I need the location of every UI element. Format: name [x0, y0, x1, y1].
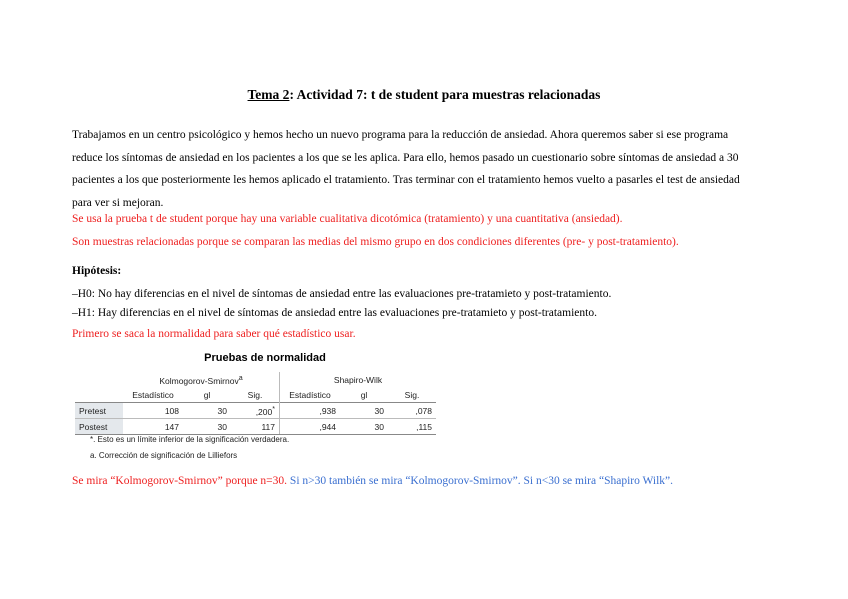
normality-note: Primero se saca la normalidad para saber qué estadístico usar. — [72, 328, 356, 340]
group-ks-label: Kolmogorov-Smirnov — [159, 375, 239, 386]
column-header: Sig. — [404, 389, 420, 400]
cell: 30 — [340, 419, 388, 435]
column-header: gl — [203, 389, 211, 400]
hypothesis-h1: –H1: Hay diferencias en el nivel de síntomas de ansiedad entre las evaluaciones pre-tratamieto y post-tratamiento. — [72, 307, 597, 319]
table-row — [75, 403, 436, 419]
column-header: gl — [360, 389, 368, 400]
column-header: Estadístico — [289, 389, 331, 400]
cell: ,944 — [280, 419, 341, 435]
sig-mark: * — [272, 404, 275, 413]
intro-line: para ver si mejoran. — [72, 196, 164, 209]
cell: ,078 — [388, 403, 436, 419]
group-ks-superscript: a — [238, 373, 243, 382]
table-row — [75, 419, 436, 435]
intro-line: Trabajamos en un centro psicológico y hemos hecho un nuevo programa para la reducción de ansiedad. Ahora queremos saber si ese programa — [72, 129, 729, 141]
hypotheses-heading: Hipótesis: — [72, 265, 122, 277]
cell: 108 — [123, 403, 183, 419]
conclusion-blue: Si n>30 también se mira “Kolmogorov-Smirnov”. Si n<30 se mira “Shapiro Wilk”. — [287, 475, 674, 487]
row-label: Postest — [75, 419, 123, 435]
table-title: Pruebas de normalidad — [204, 352, 326, 364]
cell: 117 — [231, 419, 280, 435]
column-header: Estadístico — [132, 389, 174, 400]
intro-line: reduce los síntomas de ansiedad en los pacientes a los que se les aplica. Para ello, hemos pasado un cuestionario sobre síntomas de ansiedad a 30 — [72, 151, 739, 164]
cell: 147 — [123, 419, 183, 435]
column-header: Sig. — [231, 387, 280, 403]
cell: 30 — [183, 419, 231, 435]
group-header-sw: Shapiro-Wilk — [333, 374, 383, 385]
cell-sig — [231, 403, 280, 419]
hypothesis-h0: –H0: No hay diferencias en el nivel de síntomas de ansiedad entre las evaluaciones pre-tratamieto y post-tratamiento. — [72, 288, 612, 300]
cell: 30 — [340, 403, 388, 419]
title-topic: Tema 2 — [247, 87, 290, 102]
justification-related: Son muestras relacionadas porque se comparan las medias del mismo grupo en dos condiciones diferentes (pre- y post-tratamiento). — [72, 236, 679, 248]
table-footnote: *. Esto es un límite inferior de la significación verdadera. — [90, 435, 290, 444]
title-activity: : Actividad 7: t de student para muestras relacionadas — [289, 87, 601, 102]
justification-test: Se usa la prueba t de student porque hay una variable cualitativa dicotómica (tratamiento) y una cuantitativa (ansiedad). — [72, 213, 623, 225]
row-label: Pretest — [75, 403, 123, 419]
intro-paragraph — [72, 124, 777, 214]
cell: 30 — [183, 403, 231, 419]
normality-grid — [75, 372, 436, 435]
page-title — [0, 87, 848, 103]
cell: ,938 — [280, 403, 341, 419]
intro-line: pacientes a los que posteriormente les hemos aplicado el tratamiento. Tras terminar con el tratamiento hemos vuelto a pasarles el test de ansiedad — [72, 174, 740, 187]
cell: ,200 — [255, 406, 273, 417]
table-footnote: a. Corrección de significación de Lilliefors — [90, 451, 238, 460]
conclusion-red: Se mira “Kolmogorov-Smirnov” porque n=30. — [72, 475, 288, 487]
cell: ,115 — [388, 419, 436, 435]
conclusion — [72, 475, 673, 487]
group-header-ks — [123, 372, 280, 387]
